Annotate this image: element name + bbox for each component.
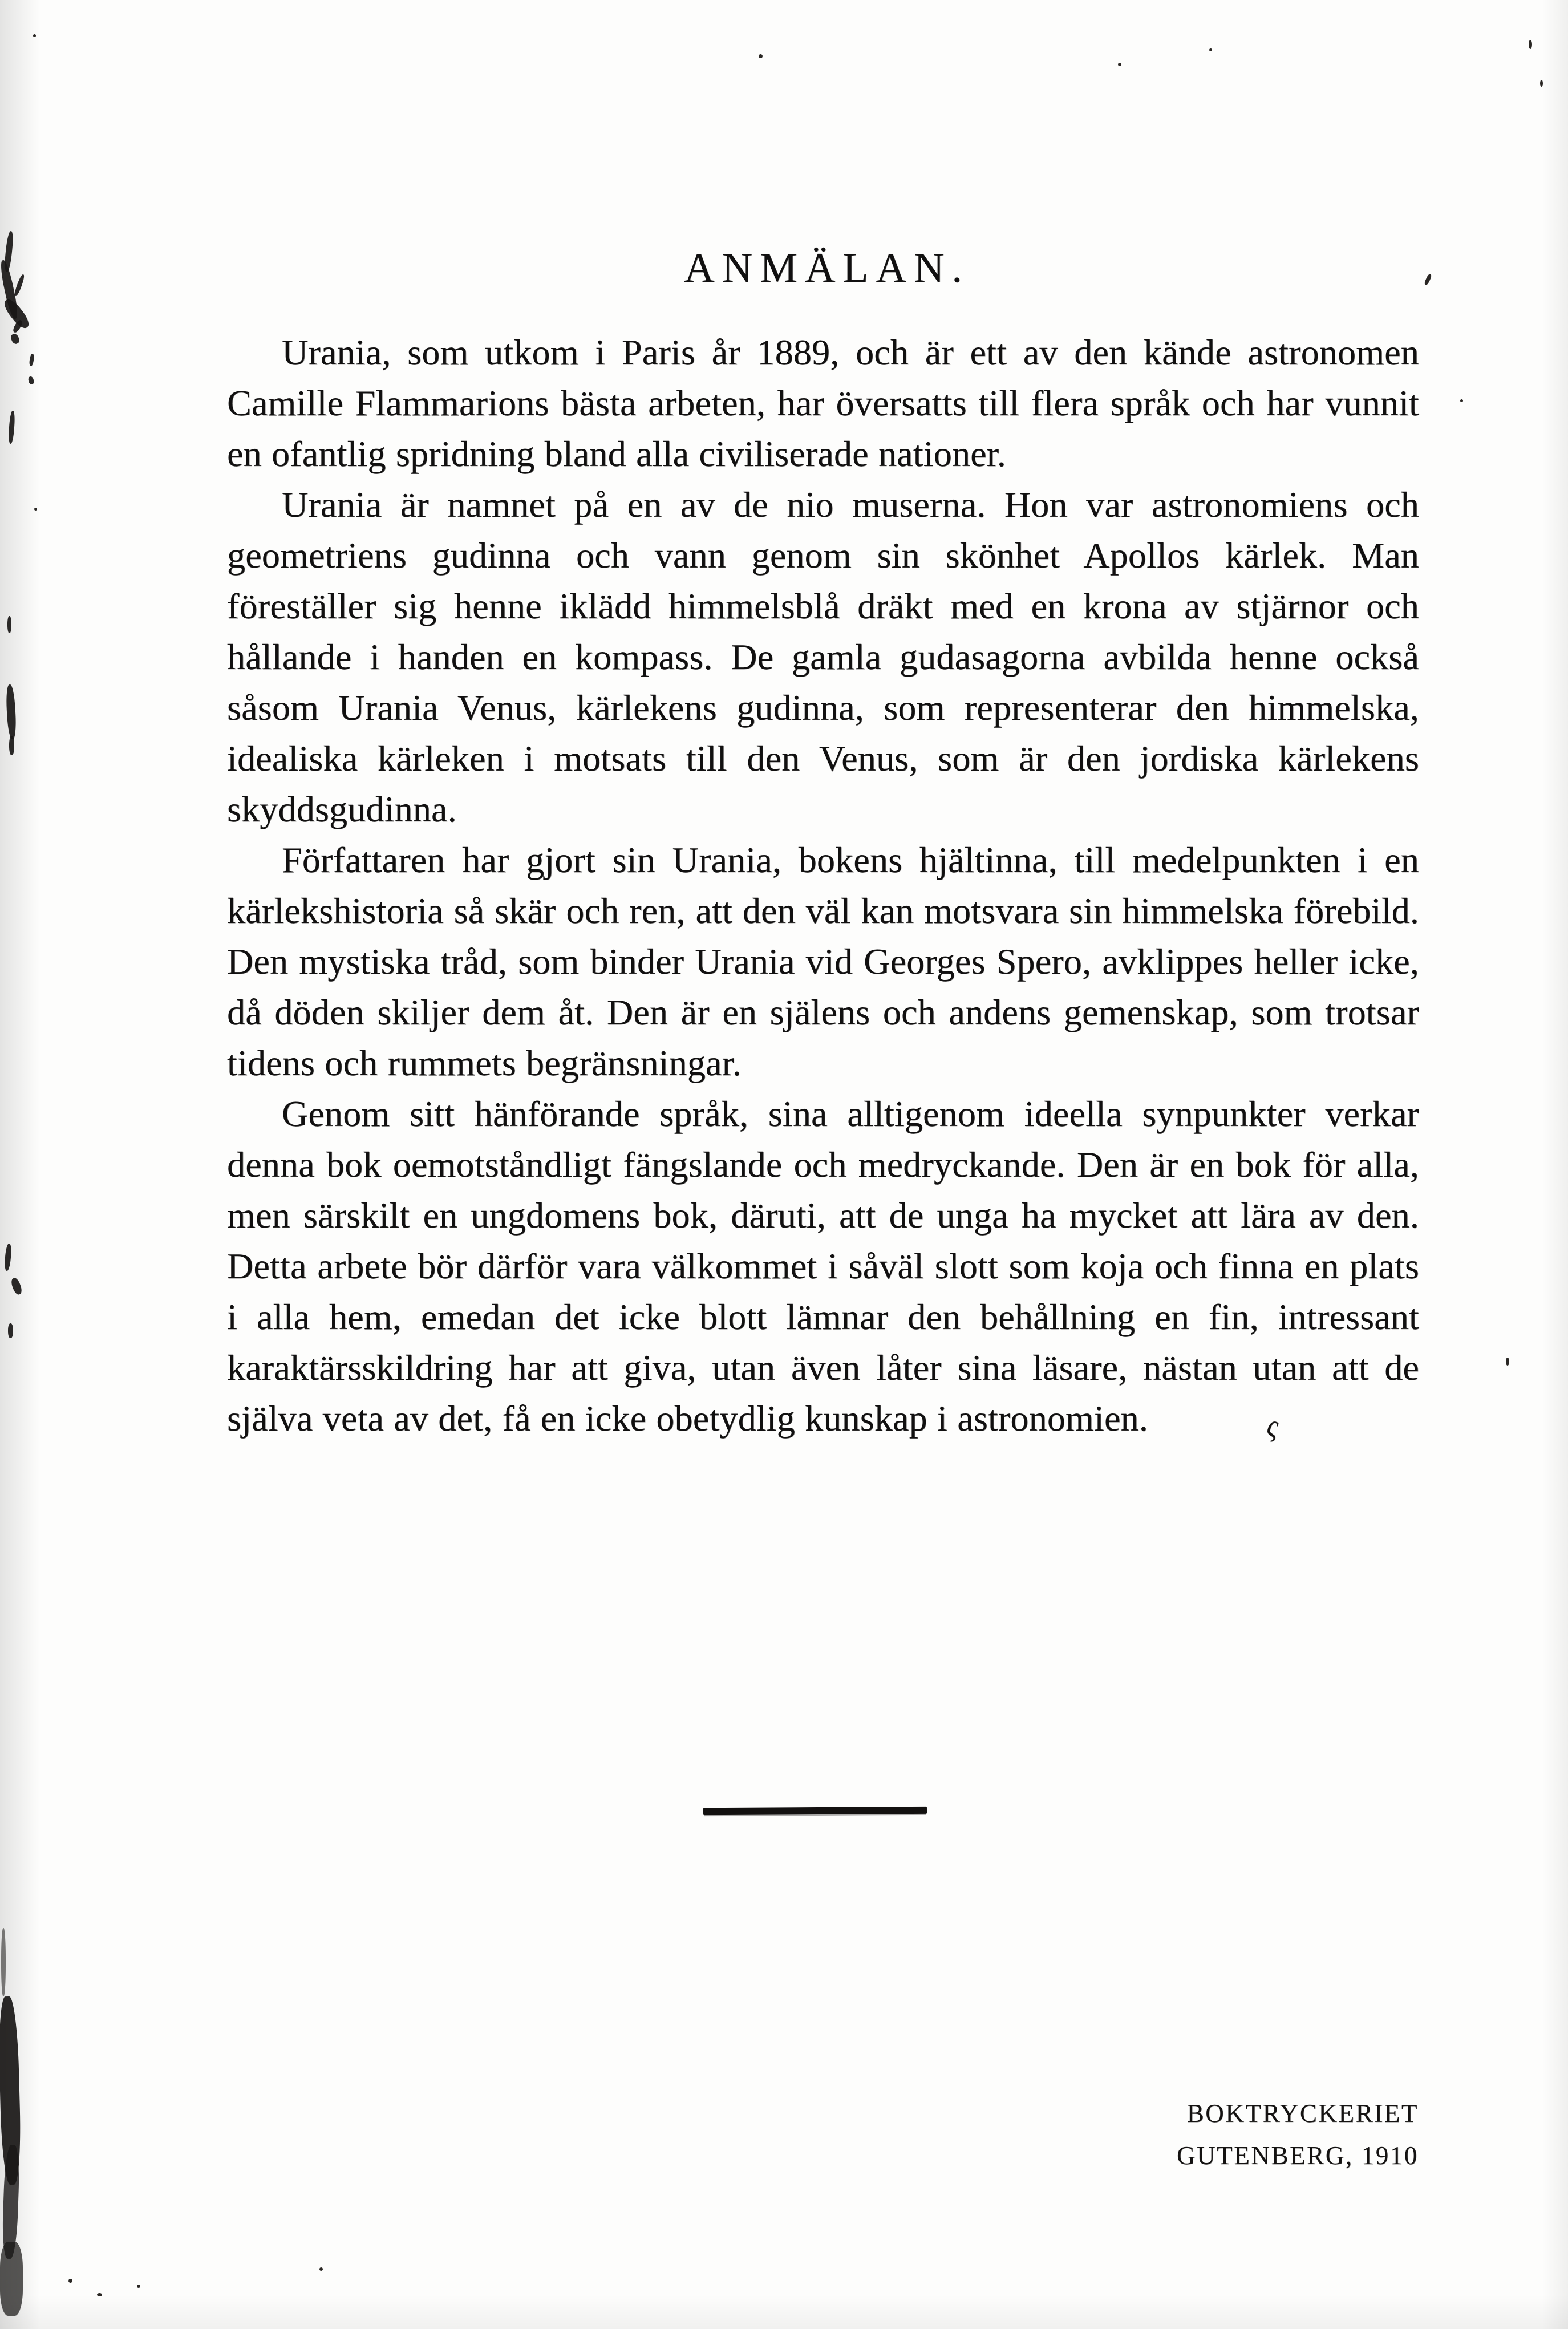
scan-artifact-blot	[0, 2242, 23, 2316]
scan-artifact-speck	[68, 2279, 72, 2283]
page-edge-shadow-left	[0, 0, 40, 2329]
scan-artifact-blot	[10, 1277, 23, 1296]
scan-artifact-blot	[5, 684, 17, 740]
paragraph-4-text: Genom sitt hänförande språk, sina alltigenom ideella synpunkter verkar denna bok oemotståndligt fängslande och medryckande. Den är en bok för alla, men särskilt en ungdomens bok, däruti, att de unga ha mycket att lära av den. Detta arbete bör därför vara välkommet i såväl slott som koja och finna en plats i alla hem, emedan det icke blott lämnar den behållning en fin, intressant karaktärsskildring har att giva, utan även låter sina läsare, nästan utan att de själva veta av det, få en icke obetydlig kunskap i astronomien.	[227, 1093, 1419, 1439]
page-edge-shadow-bottom	[0, 2295, 1568, 2329]
page-edge-shadow-right	[1542, 0, 1568, 2329]
scan-artifact-speck	[33, 34, 36, 37]
scan-artifact-speck	[1506, 1358, 1509, 1366]
scan-artifact-blot	[4, 1244, 12, 1271]
scan-artifact-speck	[97, 2293, 102, 2296]
scan-artifact-speck	[1209, 48, 1212, 51]
section-divider-rule	[703, 1807, 927, 1815]
scan-artifact-speck	[1529, 40, 1532, 49]
scan-artifact-blot	[9, 736, 14, 755]
scan-artifact-blot	[29, 354, 35, 367]
paragraph-1: Urania, som utkom i Paris år 1889, och är ett av den kände astronomen Camille Flammarions bästa arbeten, har översatts till flera språk och har vunnit en ofantlig spridning bland alla civiliserade nationer.	[227, 332, 1419, 475]
paragraph-3: Författaren har gjort sin Urania, bokens hjältinna, till medelpunkten i en kärlekshistoria så skär och ren, att den väl kan motsvara sin himmelska förebild. Den mystiska tråd, som binder Urania vid Georges Spero, avklippes heller icke, då döden skiljer dem åt. Den är en själens och andens gemenskap, som trotsar tidens och rummets begränsningar.	[227, 840, 1419, 1084]
scan-artifact-blot	[8, 411, 15, 444]
scan-artifact-blot	[27, 376, 34, 385]
scan-artifact-speck	[137, 2285, 140, 2288]
colophon	[1177, 2092, 1419, 2177]
paragraph-4	[227, 1088, 1419, 1446]
scan-artifact-blot	[7, 616, 11, 633]
scan-artifact-blot	[8, 1323, 13, 1338]
scan-artifact-speck	[1118, 63, 1121, 66]
colophon-imprint: GUTENBERG, 1910	[1177, 2141, 1419, 2170]
paragraph-2: Urania är namnet på en av de nio muserna. Hon var astronomiens och geometriens gudinna och vann genom sin skönhet Apollos kärlek. Man föreställer sig henne iklädd himmelsblå dräkt med en krona av stjärnor och hållande i handen en kompass. De gamla gudasagorna avbilda henne också såsom Urania Venus, kärlekens gudinna, som representerar den himmelska, idealiska kärleken i motsats till den Venus, som är den jordiska kärlekens skyddsgudinna.	[227, 484, 1419, 830]
scan-artifact-blot	[13, 274, 25, 297]
stray-ink-mark: ς	[1263, 1407, 1283, 1445]
scan-artifact-blot	[10, 333, 21, 345]
scan-artifact-speck	[1540, 80, 1543, 87]
scan-artifact-speck	[34, 508, 37, 511]
scan-artifact-blot	[1, 1928, 6, 1996]
colophon-printer: BOKTRYCKERIET	[1186, 2099, 1419, 2128]
page-title: ANMÄLAN.	[684, 245, 970, 291]
text-block	[227, 245, 1419, 1446]
scan-artifact-speck	[319, 2267, 323, 2271]
scan-artifact-speck	[759, 54, 763, 58]
scan-artifact-speck	[1460, 399, 1463, 402]
scan-artifact-speck	[1424, 273, 1432, 285]
